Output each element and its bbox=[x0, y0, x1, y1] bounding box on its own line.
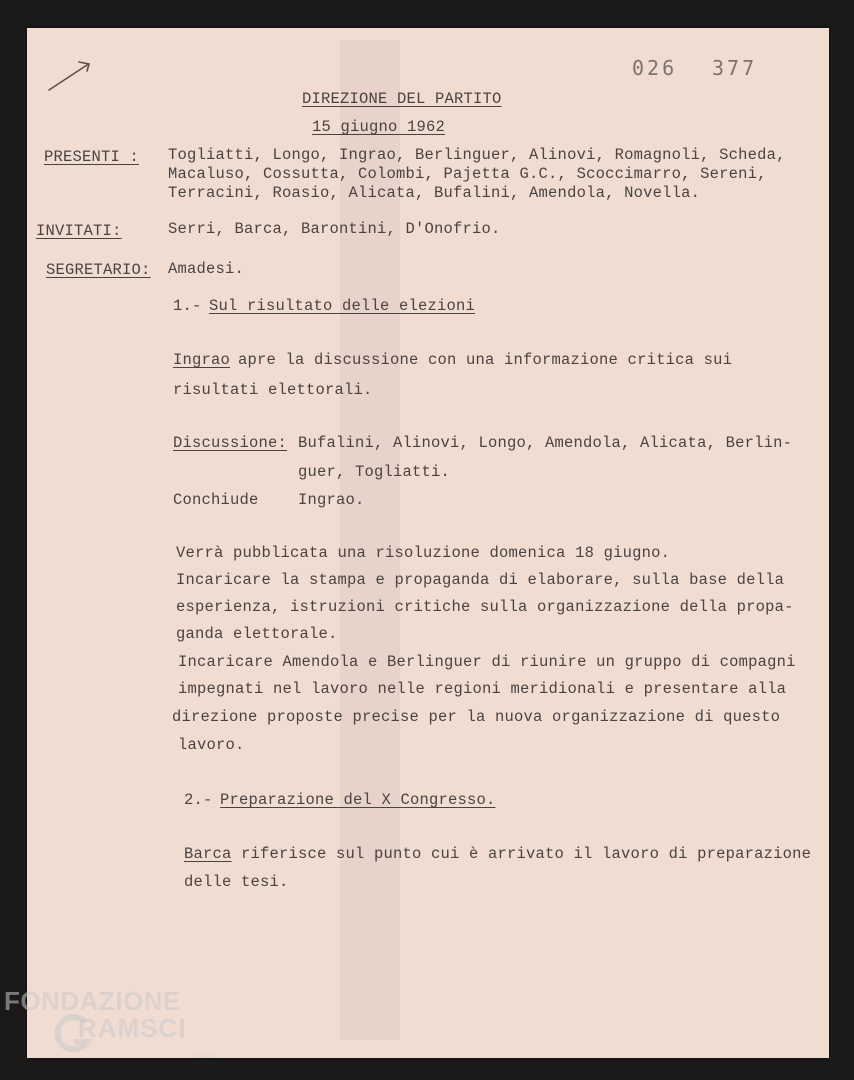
document-date: 15 giugno 1962 bbox=[312, 118, 446, 136]
body-line-2: Incaricare la stampa e propaganda di elaborare, sulla base della bbox=[176, 571, 785, 589]
discussione-line-2: guer, Togliatti. bbox=[298, 463, 451, 481]
section-2-number: 2.- bbox=[184, 791, 213, 809]
presenti-label: PRESENTI : bbox=[44, 148, 140, 166]
folio-number-right: 377 bbox=[712, 56, 758, 80]
document-title: DIREZIONE DEL PARTITO bbox=[302, 90, 502, 108]
presenti-line-3: Terracini, Roasio, Alicata, Bufalini, Amendola, Novella. bbox=[168, 184, 701, 202]
presenti-line-1: Togliatti, Longo, Ingrao, Berlinguer, Alinovi, Romagnoli, Scheda, bbox=[168, 146, 786, 164]
watermark-small: onlus bbox=[194, 1050, 216, 1060]
invitati-text: Serri, Barca, Barontini, D'Onofrio. bbox=[168, 220, 501, 238]
section-1-title: Sul risultato delle elezioni bbox=[209, 297, 476, 315]
body-line-3: esperienza, istruzioni critiche sulla organizzazione della propa- bbox=[176, 598, 794, 616]
pencil-mark bbox=[47, 57, 95, 93]
body-line-1: Verrà pubblicata una risoluzione domenica 18 giugno. bbox=[176, 544, 671, 562]
body-line-5: Incaricare Amendola e Berlinguer di riunire un gruppo di compagni bbox=[178, 653, 796, 671]
discussione-line-1: Bufalini, Alinovi, Longo, Amendola, Alicata, Berlin- bbox=[298, 434, 793, 452]
section-2-opener-line-1: riferisce sul punto cui è arrivato il lavoro di preparazione bbox=[241, 845, 812, 863]
watermark-line-1: FONDAZIONE bbox=[4, 986, 181, 1016]
conchiude-label: Conchiude bbox=[173, 491, 259, 509]
section-1-opener-name: Ingrao bbox=[173, 351, 231, 369]
fondazione-gramsci-watermark bbox=[4, 986, 234, 1066]
section-1-opener-line-1: apre la discussione con una informazione critica sui bbox=[238, 351, 733, 369]
folio-number-left: 026 bbox=[632, 56, 678, 80]
body-line-7: direzione proposte precise per la nuova organizzazione di questo bbox=[172, 708, 781, 726]
segretario-label: SEGRETARIO: bbox=[46, 261, 151, 279]
segretario-text: Amadesi. bbox=[168, 260, 245, 278]
conchiude-name: Ingrao. bbox=[298, 491, 365, 509]
section-1-number: 1.- bbox=[173, 297, 202, 315]
body-line-8: lavoro. bbox=[178, 736, 245, 754]
watermark-line-2: RAMSCI bbox=[78, 1013, 187, 1043]
body-line-6: impegnati nel lavoro nelle regioni meridionali e presentare alla bbox=[178, 680, 787, 698]
section-2-opener-line-2: delle tesi. bbox=[184, 873, 289, 891]
body-line-4: ganda elettorale. bbox=[176, 625, 338, 643]
section-2-opener-name: Barca bbox=[184, 845, 232, 863]
section-2-title: Preparazione del X Congresso. bbox=[220, 791, 496, 809]
invitati-label: INVITATI: bbox=[36, 222, 122, 240]
section-1-opener-line-2: risultati elettorali. bbox=[173, 381, 373, 399]
discussione-label: Discussione: bbox=[173, 434, 288, 452]
presenti-line-2: Macaluso, Cossutta, Colombi, Pajetta G.C., Scoccimarro, Sereni, bbox=[168, 165, 767, 183]
